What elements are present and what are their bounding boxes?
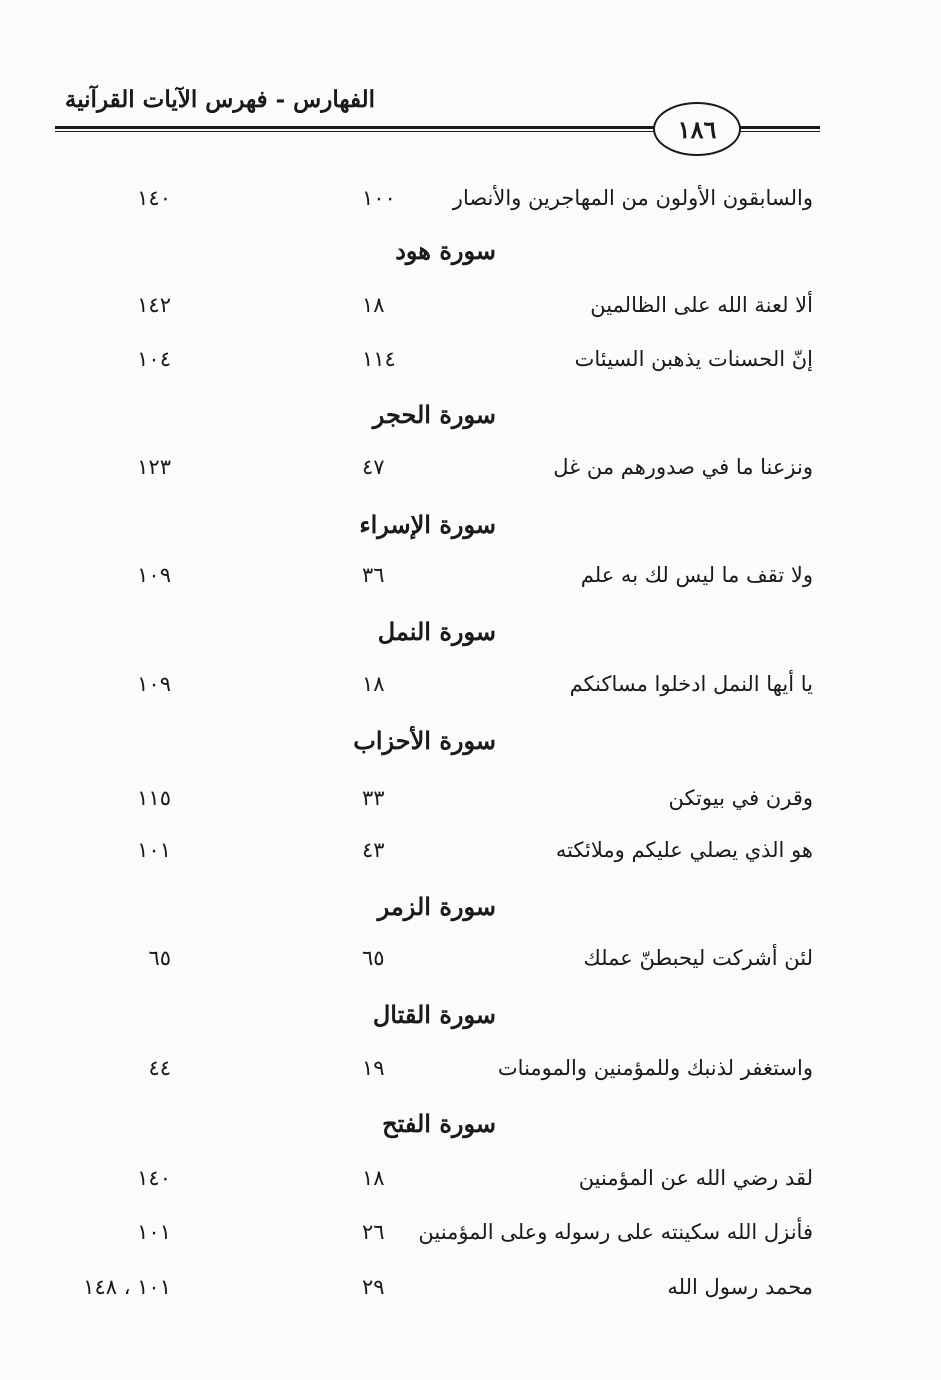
page-reference: ١٤٠	[137, 1166, 171, 1190]
surah-heading	[0, 892, 941, 932]
surah-name: سورة القتال	[372, 1000, 496, 1029]
index-row	[0, 1166, 941, 1206]
surah-heading	[0, 236, 941, 276]
surah-heading	[0, 726, 941, 766]
index-row	[0, 347, 941, 387]
page-reference: ١٠١	[137, 838, 171, 862]
ayah-number: ١٠٠	[362, 186, 396, 210]
surah-name: سورة النمل	[377, 617, 496, 646]
index-row	[0, 946, 941, 986]
index-row	[0, 563, 941, 603]
ayah-number: ٤٣	[362, 838, 385, 862]
verse-text: يا أيها النمل ادخلوا مساكنكم	[569, 672, 813, 696]
ayah-number: ٢٩	[362, 1275, 385, 1299]
index-row	[0, 455, 941, 495]
page-reference: ٦٥	[148, 946, 171, 970]
index-row	[0, 838, 941, 878]
surah-name: سورة الإسراء	[359, 510, 496, 539]
verse-text: واستغفر لذنبك وللمؤمنين والمومنات	[497, 1056, 813, 1080]
verse-text: والسابقون الأولون من المهاجرين والأنصار	[452, 186, 813, 210]
page-reference: ١٠٩	[137, 672, 171, 696]
surah-heading	[0, 510, 941, 550]
index-row	[0, 1220, 941, 1260]
verse-text: ونزعنا ما في صدورهم من غل	[553, 455, 813, 479]
index-row	[0, 1056, 941, 1096]
page-reference: ٤٤	[148, 1056, 171, 1080]
ayah-number: ٤٧	[362, 455, 385, 479]
ayah-number: ١٨	[362, 1166, 385, 1190]
page-reference: ١٠٤	[137, 347, 171, 371]
verse-text: محمد رسول الله	[667, 1275, 813, 1299]
ayah-number: ١٨	[362, 293, 385, 317]
verse-text: فأنزل الله سكينته على رسوله وعلى المؤمنين	[418, 1220, 813, 1244]
index-row	[0, 786, 941, 826]
ayah-number: ٣٦	[362, 563, 385, 587]
verse-text: هو الذي يصلي عليكم وملائكته	[555, 838, 813, 862]
surah-heading	[0, 1000, 941, 1040]
surah-name: سورة هود	[395, 236, 496, 265]
ayah-number: ٣٣	[362, 786, 385, 810]
index-row	[0, 186, 941, 226]
page-reference: ١٠٩	[137, 563, 171, 587]
verse-text: لقد رضي الله عن المؤمنين	[578, 1166, 813, 1190]
ayah-number: ٦٥	[362, 946, 385, 970]
surah-name: سورة الحجر	[372, 400, 496, 429]
page-reference: ١٠١ ، ١٤٨	[83, 1275, 171, 1299]
page-reference: ١٤٢	[137, 293, 171, 317]
verse-text: وقرن في بيوتكن	[668, 786, 813, 810]
verse-text: ألا لعنة الله على الظالمين	[590, 293, 813, 317]
ayah-number: ١٩	[362, 1056, 385, 1080]
surah-name: سورة الفتح	[382, 1109, 496, 1138]
ayah-number: ١٨	[362, 672, 385, 696]
page-number: ١٨٦	[653, 102, 741, 156]
surah-name: سورة الزمر	[377, 892, 496, 921]
ayah-number: ٢٦	[362, 1220, 385, 1244]
verse-text: ولا تقف ما ليس لك به علم	[580, 563, 813, 587]
surah-heading	[0, 617, 941, 657]
verse-text: إنّ الحسنات يذهبن السيئات	[574, 347, 813, 371]
index-row	[0, 293, 941, 333]
page-reference: ١٤٠	[137, 186, 171, 210]
page-reference: ١٢٣	[137, 455, 171, 479]
page-reference: ١٠١	[137, 1220, 171, 1244]
index-row	[0, 1275, 941, 1315]
verse-text: لئن أشركت ليحبطنّ عملك	[583, 946, 813, 970]
surah-name: سورة الأحزاب	[353, 726, 496, 755]
surah-heading	[0, 1109, 941, 1149]
page-reference: ١١٥	[137, 786, 171, 810]
ayah-number: ١١٤	[362, 347, 396, 371]
running-title: الفهارس - فهرس الآيات القرآنية	[64, 86, 375, 113]
index-row	[0, 672, 941, 712]
surah-heading	[0, 400, 941, 440]
